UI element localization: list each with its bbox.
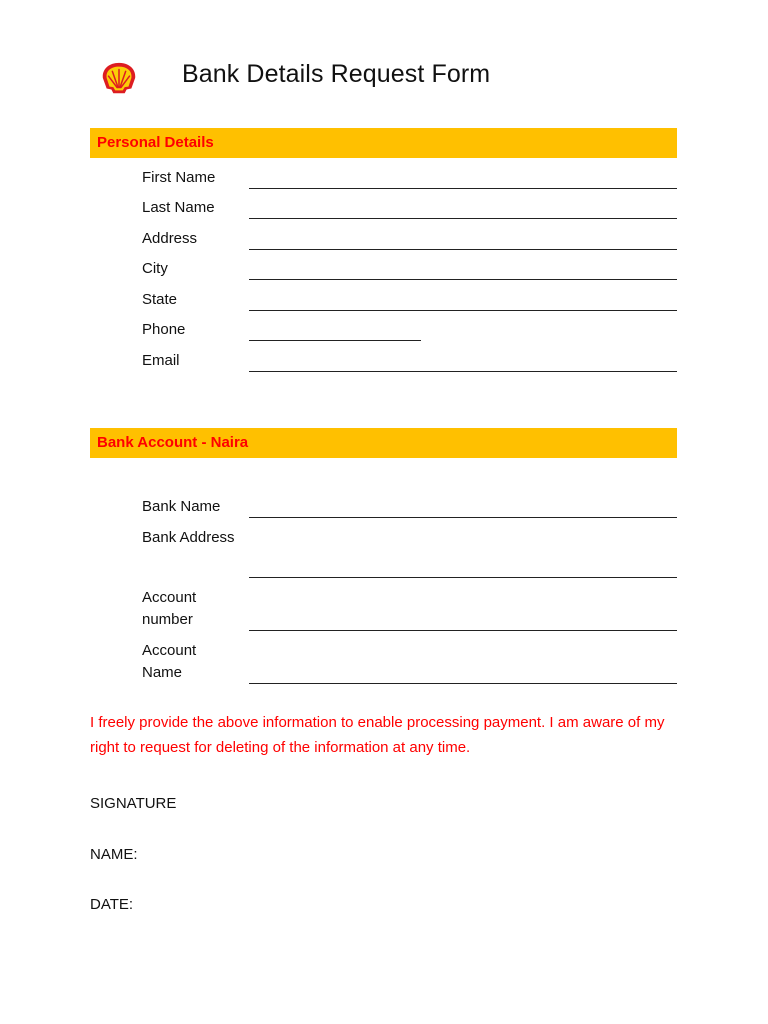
- account-number-label: [142, 587, 196, 631]
- date-label: DATE:: [90, 896, 134, 913]
- name-label: NAME:: [90, 846, 138, 863]
- account-name-label-line2: Name: [142, 664, 183, 681]
- phone-field[interactable]: [249, 340, 421, 341]
- state-field[interactable]: [249, 310, 677, 311]
- city-label: City: [142, 260, 168, 277]
- account-number-label-line2: number: [142, 611, 193, 628]
- bank-name-label: Bank Name: [142, 498, 221, 515]
- page-title: Bank Details Request Form: [182, 60, 491, 88]
- phone-label: Phone: [142, 321, 186, 338]
- bank-address-label: Bank Address: [142, 529, 235, 546]
- first-name-field[interactable]: [249, 188, 677, 189]
- section-header-personal-details: Personal Details: [90, 128, 677, 158]
- last-name-label: Last Name: [142, 199, 215, 216]
- bank-name-field[interactable]: [249, 517, 677, 518]
- account-name-field[interactable]: [249, 683, 677, 684]
- email-field[interactable]: [249, 371, 677, 372]
- first-name-label: First Name: [142, 169, 216, 186]
- email-label: Email: [142, 352, 180, 369]
- address-label: Address: [142, 230, 198, 247]
- shell-logo-icon: [100, 60, 138, 98]
- signature-label: SIGNATURE: [90, 795, 177, 812]
- city-field[interactable]: [249, 279, 677, 280]
- consent-notice: I freely provide the above information to enable processing payment. I am aware of my right to request for deleting of the information at any time.: [90, 714, 665, 756]
- state-label: State: [142, 291, 178, 308]
- account-name-label-line1: Account: [142, 642, 197, 659]
- bank-address-field[interactable]: [249, 577, 677, 578]
- account-number-label-line1: Account: [142, 589, 197, 606]
- section-header-bank-account: Bank Account - Naira: [90, 428, 677, 458]
- account-number-field[interactable]: [249, 630, 677, 631]
- address-field[interactable]: [249, 249, 677, 250]
- last-name-field[interactable]: [249, 218, 677, 219]
- account-name-label: [142, 640, 196, 684]
